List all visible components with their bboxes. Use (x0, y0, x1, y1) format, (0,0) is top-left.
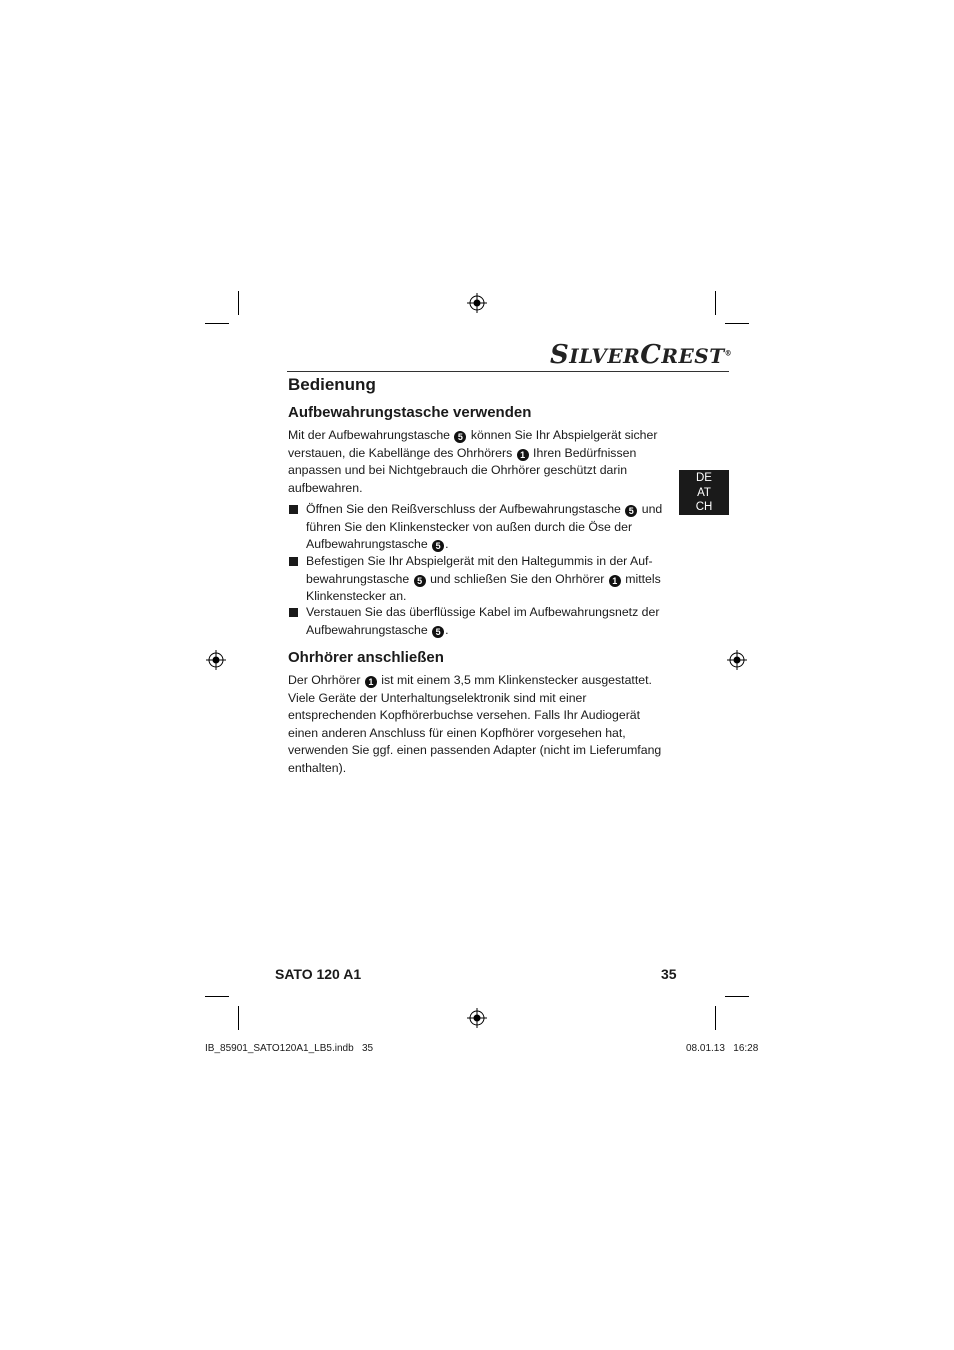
list-item (288, 501, 668, 554)
registration-mark-icon (727, 650, 747, 670)
reference-number-badge: 1 (365, 676, 377, 688)
section-intro: Mit der Aufbewahrungstasche 5 können Sie Ihr Abspielgerät sicher verstauen, die Kabellänge des Ohrhörers 1 Ihren Bedürfnissen anpassen und bei Nichtgebrauch die Ohrhörer geschützt darin aufbewahren. (288, 428, 658, 495)
registration-mark-icon (467, 293, 487, 313)
reference-number-badge: 5 (432, 540, 444, 552)
section-title: Aufbewahrungstasche verwenden (288, 404, 532, 421)
reference-number-badge: 1 (609, 575, 621, 587)
page-number: 35 (661, 966, 677, 982)
reference-number-badge: 5 (625, 505, 637, 517)
list-item (288, 553, 668, 606)
brand-logo: SILVERCREST® (550, 340, 733, 370)
reference-number-badge: 1 (517, 449, 529, 461)
list-item-text: Befestigen Sie Ihr Abspielgerät mit den Haltegummis in der Aufbewahrungstasche 5 und schließen Sie den Ohrhörer 1 mittels Klinkenstecker an. (306, 554, 661, 603)
page-heading: Bedienung (288, 375, 376, 394)
language-code: CH (695, 501, 713, 513)
crop-mark (725, 996, 749, 997)
list-item-text: Verstauen Sie das überflüssige Kabel im Aufbewahrungsnetz der Aufbewahrungstasche 5 . (306, 605, 660, 637)
crop-mark (715, 291, 716, 315)
header-rule (287, 371, 729, 372)
crop-mark (205, 996, 229, 997)
bullet-square-icon (289, 557, 298, 566)
section-body: Der Ohrhörer 1 ist mit einem 3,5 mm Klinkenstecker ausgestattet. Viele Geräte der Unterhaltungselektronik sind mit einer entsprechenden Kopfhörerbuchse versehen. Falls Ihr Audiogerät einen anderen Anschluss für einen Kopfhörer vorgesehen hat, verwenden Sie ggf. einen passenden Adapter (nicht im Lieferumfang enthalten). (288, 673, 662, 775)
list-item-text: Öffnen Sie den Reißverschluss der Aufbewahrungstasche 5 und führen Sie den Klinkenstecker von außen durch die Öse der Aufbewahrungstasche 5 . (306, 502, 663, 551)
crop-mark (715, 1006, 716, 1030)
registration-mark-icon (206, 650, 226, 670)
crop-mark (725, 323, 749, 324)
language-code: AT (697, 486, 711, 499)
model-name: SATO 120 A1 (275, 966, 362, 982)
section-title: Ohrhörer anschließen (288, 649, 444, 666)
list-item (288, 604, 668, 639)
language-tab (679, 470, 729, 515)
crop-mark (238, 1006, 239, 1030)
crop-mark (205, 323, 229, 324)
reference-number-badge: 5 (432, 626, 444, 638)
registration-mark-icon (467, 1008, 487, 1028)
print-slug-date: 08.01.13 16:28 (686, 1043, 759, 1054)
reference-number-badge: 5 (414, 575, 426, 587)
print-slug-file: IB_85901_SATO120A1_LB5.indb 35 (205, 1043, 374, 1054)
bullet-square-icon (289, 505, 298, 514)
language-code: DE (696, 472, 712, 484)
bullet-square-icon (289, 608, 298, 617)
crop-mark (238, 291, 239, 315)
reference-number-badge: 5 (454, 431, 466, 443)
